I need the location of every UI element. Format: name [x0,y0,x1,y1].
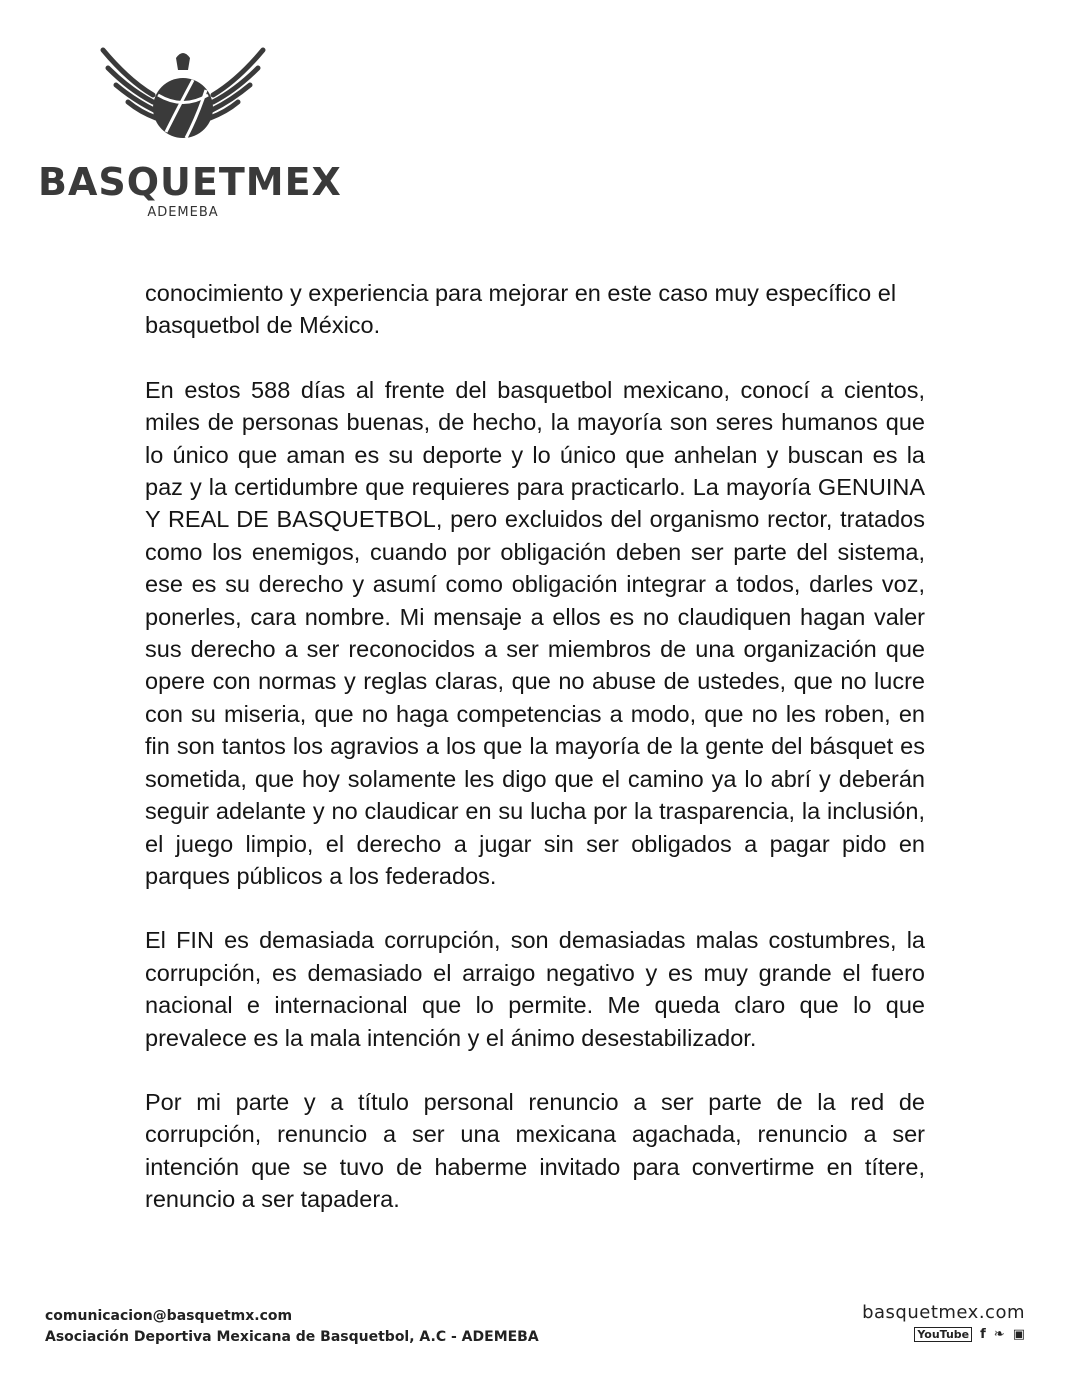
footer-organization: Asociación Deportiva Mexicana de Basquetbol, A.C - ADEMEBA [45,1329,539,1345]
social-links [862,1327,1025,1342]
logo [38,40,342,225]
facebook-icon[interactable]: f [980,1327,986,1342]
footer-web [862,1302,1025,1342]
paragraph: En estos 588 días al frente del basquetbol mexicano, conocí a cientos, miles de personas buenas, de hecho, la mayoría son seres humanos que lo único que aman es su deporte y lo único que anhelan y buscan es la paz y la certidumbre que requieres para practicarlo. La mayoría GENUINA Y REAL DE BASQUETBOL, pero excluidos del organismo rector, tratados como los enemigos, cuando por obligación deben ser parte del sistema, ese es su derecho y asumí como obligación integrar a todos, darles voz, ponerles, cara nombre. Mi mensaje a ellos es no claudiquen hagan valer sus derecho a ser reconocidos a ser miembros de una organización que opere con normas y reglas claras, que no abuse de ustedes, que no lucre con su miseria, que no haga competencias a modo, que no les roben, en fin son tantos los agravios a los que la mayoría de la gente del básquet es sometida, que hoy solamente les digo que el camino ya lo abrí y deberán seguir adelante y no claudicar en su lucha por la trasparencia, la inclusión, el juego limpio, el derecho a jugar sin ser obligados a pagar pido en parques públicos a los federados. [145,376,925,889]
footer-email[interactable]: comunicacion@basquetmx.com [45,1308,293,1324]
twitter-icon[interactable]: ❧ [993,1327,1005,1342]
paragraph: Por mi parte y a título personal renuncio a ser parte de la red de corrupción, renuncio a ser una mexicana agachada, renuncio a ser intención que se tuvo de haberme invitado para convertirme en títere, renuncio a ser tapadera. [145,1088,925,1213]
footer-website[interactable]: basquetmex.com [862,1302,1025,1323]
instagram-icon[interactable]: ▣ [1012,1327,1025,1342]
youtube-icon[interactable]: YouTube [914,1327,972,1342]
brand-subtitle: ADEMEBA [147,205,219,220]
paragraph: conocimiento y experiencia para mejorar en este caso muy específico el basquetbol de México. [145,280,897,339]
paragraph: El FIN es demasiada corrupción, son demasiadas malas costumbres, la corrupción, es demasiado el arraigo negativo y es muy grande el fuero nacional e internacional que lo permite. Me queda claro que lo que prevalece es la mala intención y el ánimo desestabilizador. [145,927,925,1051]
eagle-basketball-logo-icon [98,40,268,150]
footer-contact [45,1306,539,1348]
letter-body [145,277,925,1248]
brand-name: BASQUETMEX [38,160,342,204]
